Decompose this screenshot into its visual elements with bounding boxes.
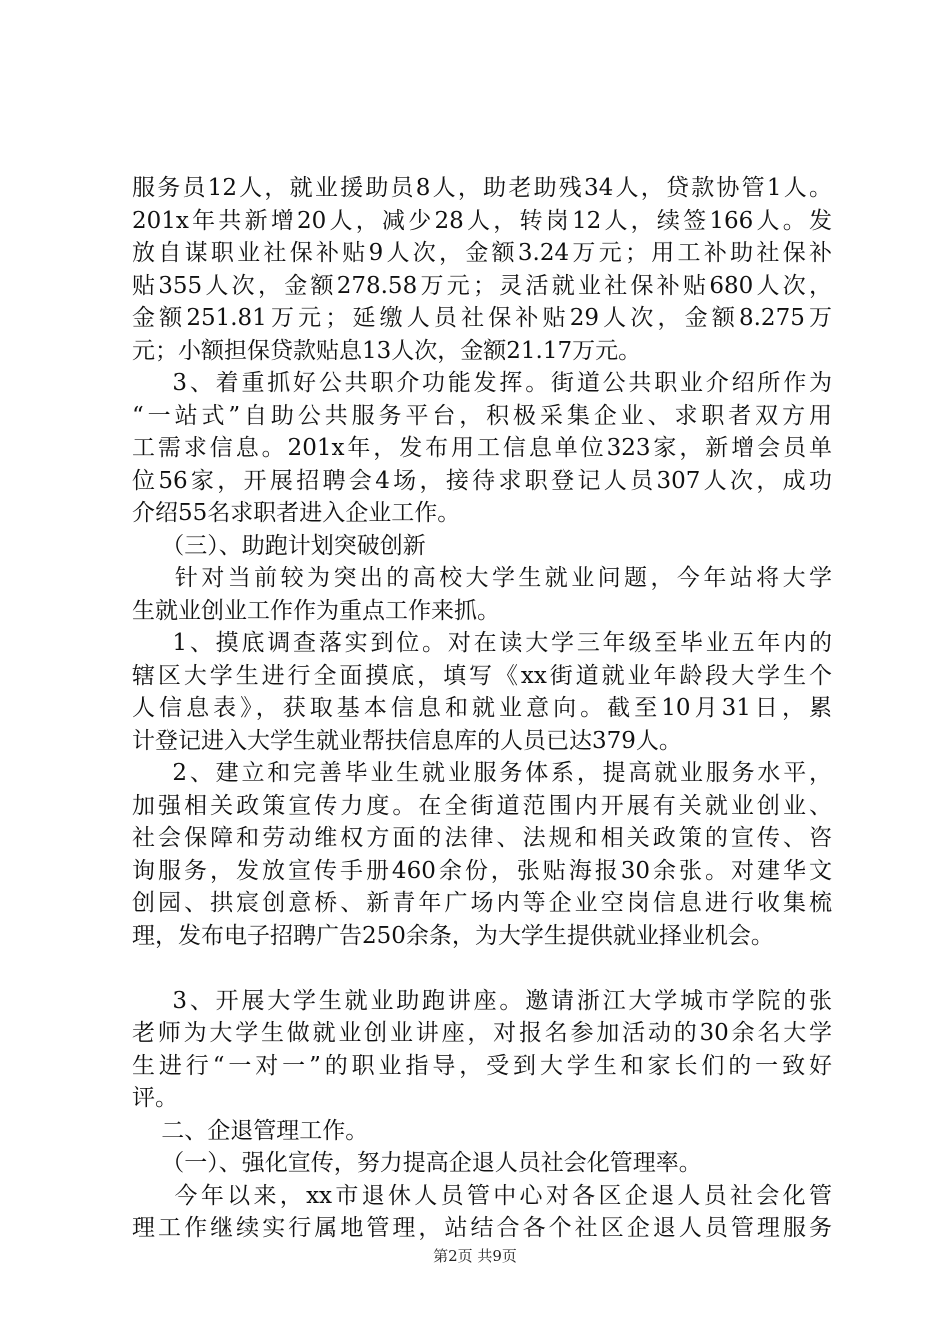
text-line: （三）、助跑计划突破创新	[132, 532, 426, 559]
text-line: 询服务，发放宣传手册460余份，张贴海报30余张。对建华文	[132, 857, 832, 884]
text-line: 2、建立和完善毕业生就业服务体系，提高就业服务水平，	[132, 760, 832, 786]
text-line: “一站式”自助公共服务平台，积极采集企业、求职者双方用	[132, 402, 832, 429]
text-line: 评。	[132, 1085, 178, 1111]
text-line: 元；小额担保贷款贴息13人次，金额21.17万元。	[132, 337, 642, 364]
text-line: 创园、拱宸创意桥、新青年广场内等企业空岗信息进行收集梳	[132, 890, 832, 916]
text-line: 计登记进入大学生就业帮扶信息库的人员已达379人。	[132, 727, 682, 754]
text-line: 人信息表》，获取基本信息和就业意向。截至10月31日，累	[132, 695, 832, 721]
text-line: 二、企退管理工作。	[132, 1117, 369, 1144]
text-line: 金额251.81万元；延缴人员社保补贴29人次，金额8.275万	[132, 305, 832, 331]
text-line: 加强相关政策宣传力度。在全街道范围内开展有关就业创业、	[132, 792, 832, 819]
text-line: 介绍55名求职者进入企业工作。	[132, 500, 461, 526]
text-line: 老师为大学生做就业创业讲座，对报名参加活动的30余名大学	[132, 1020, 832, 1046]
text-line: 理工作继续实行属地管理，站结合各个社区企退人员管理服务	[132, 1215, 832, 1241]
text-line: （一）、强化宣传，努力提高企退人员社会化管理率。	[132, 1150, 702, 1176]
text-line: 1、摸底调查落实到位。对在读大学三年级至毕业五年内的	[132, 630, 832, 656]
text-line: 针对当前较为突出的高校大学生就业问题，今年站将大学	[132, 565, 832, 591]
blank-line	[132, 952, 832, 985]
document-body	[132, 172, 832, 1245]
text-line: 工需求信息。201x年，发布用工信息单位323家，新增会员单	[132, 435, 832, 461]
text-line: 服务员12人，就业援助员8人，助老助残34人，贷款协管1人。	[132, 175, 832, 201]
text-line: 生就业创业工作作为重点工作来抓。	[132, 597, 500, 624]
text-line: 辖区大学生进行全面摸底，填写《xx街道就业年龄段大学生个	[132, 662, 832, 689]
text-line: 今年以来，xx市退休人员管中心对各区企退人员社会化管	[132, 1182, 832, 1209]
text-line: 201x年共新增20人，减少28人，转岗12人，续签166人。发	[132, 207, 832, 234]
text-line: 理，发布电子招聘广告250余条，为大学生提供就业择业机会。	[132, 922, 774, 949]
text-line: 3、着重抓好公共职介功能发挥。街道公共职业介绍所作为	[132, 370, 832, 396]
text-line: 社会保障和劳动维权方面的法律、法规和相关政策的宣传、咨	[132, 825, 832, 851]
text-line: 位56家，开展招聘会4场，接待求职登记人员307人次，成功	[132, 467, 832, 494]
text-line: 3、开展大学生就业助跑讲座。邀请浙江大学城市学院的张	[132, 987, 832, 1014]
text-line: 贴355人次，金额278.58万元；灵活就业社保补贴680人次，	[132, 272, 832, 299]
text-line: 放自谋职业社保补贴9人次，金额3.24万元；用工补助社保补	[132, 240, 832, 266]
text-line: 生进行“一对一”的职业指导，受到大学生和家长们的一致好	[132, 1052, 832, 1079]
page-footer: 第2页 共9页	[433, 1247, 517, 1265]
